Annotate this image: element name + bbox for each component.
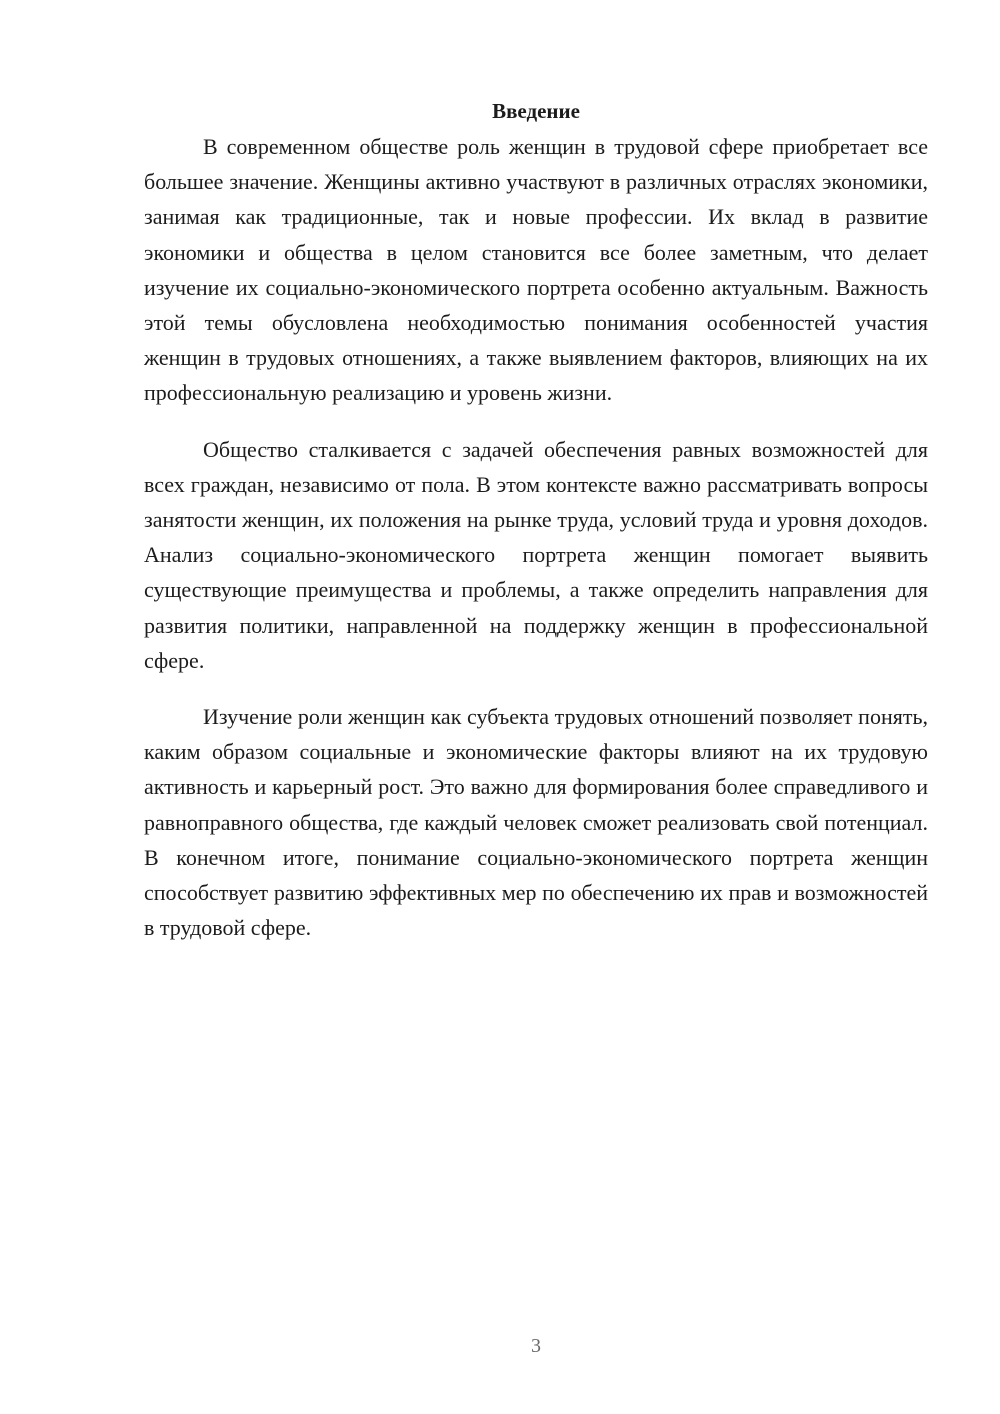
paragraph-3: Изучение роли женщин как субъекта трудовых отношений позволяет понять, каким образом социальные и экономические факторы влияют на их трудовую активность и карьерный рост. Это важно для формирования более справедливого и равноправного общества, где каждый человек сможет реализовать свой потенциал. В конечном итоге, понимание социально-экономического портрета женщин способствует развитию эффективных мер по обеспечению их прав и возможностей в трудовой сфере. <box>144 704 928 941</box>
paragraph-2: Общество сталкивается с задачей обеспечения равных возможностей для всех граждан, независимо от пола. В этом контексте важно рассматривать вопросы занятости женщин, их положения на рынке труда, условий труда и уровня доходов. Анализ социально-экономического портрета женщин помогает выявить существующие преимущества и проблемы, а также определить направления для развития политики, направленной на поддержку женщин в профессиональной сфере. <box>144 436 928 673</box>
paragraph-1: В современном обществе роль женщин в трудовой сфере приобретает все большее значение. Женщины активно участвуют в различных отраслях экономики, занимая как традиционные, так и новые профессии. Их вклад в развитие экономики и общества в целом становится все более заметным, что делает изучение их социально-экономического портрета особенно актуальным. Важность этой темы обусловлена необходимостью понимания особенностей участия женщин в трудовых отношениях, а также выявлением факторов, влияющих на их профессиональную реализацию и уровень жизни. <box>144 134 928 406</box>
page-content <box>144 94 928 945</box>
section-heading: Введение <box>492 99 580 123</box>
page-number: 3 <box>531 1335 541 1357</box>
